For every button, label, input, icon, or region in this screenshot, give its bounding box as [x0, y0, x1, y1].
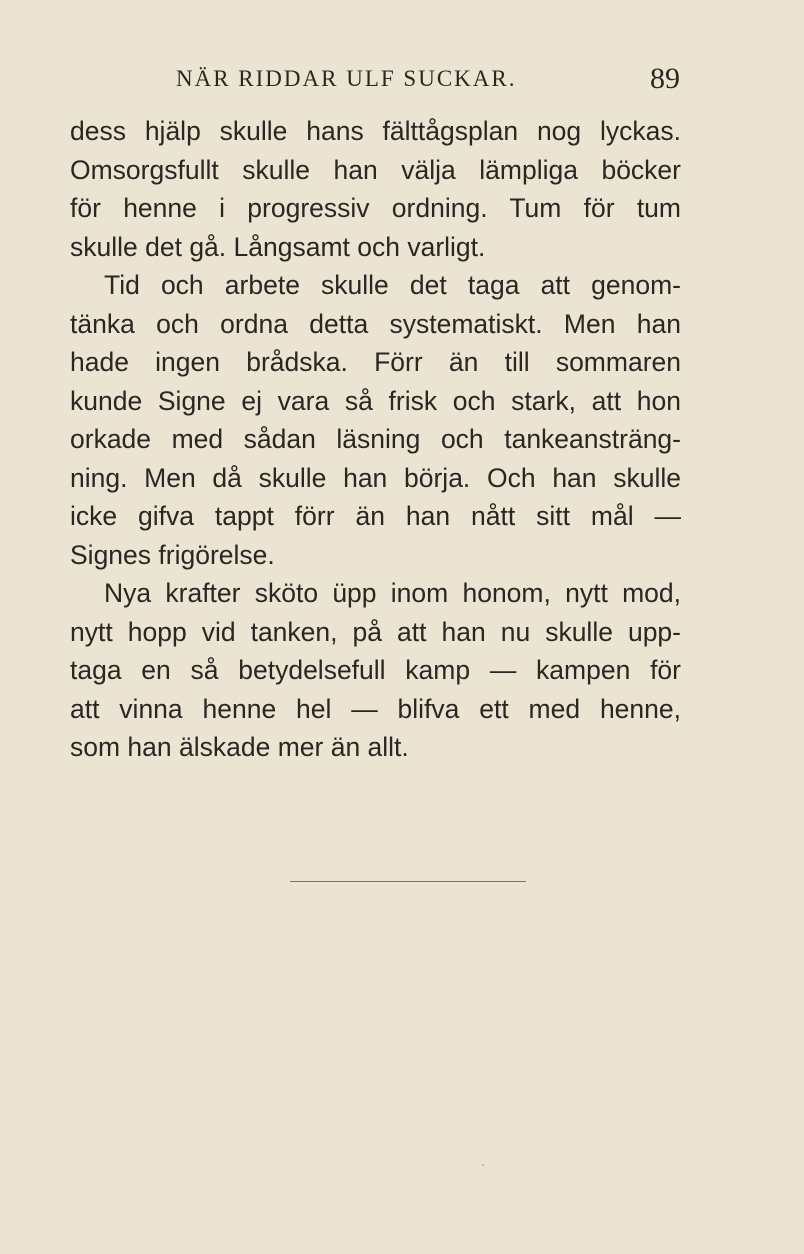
page-number: 89 [650, 62, 680, 95]
text-line: ning. Men då skulle han börja. Och han skulle [70, 462, 681, 493]
text-line: orkade med sådan läsning och tankeansträng- [70, 424, 681, 454]
body-text [70, 112, 681, 767]
paragraph-end-line: skulle det gå. Långsamt och varligt. [70, 231, 486, 262]
text-line: kunde Signe ej vara så frisk och stark, att hon [70, 385, 681, 416]
paragraph-end-line: som han älskade mer än allt. [70, 732, 409, 762]
paragraph-start-line: Tid och arbete skulle det taga att genom- [104, 270, 681, 300]
text-line: Omsorgsfullt skulle han välja lämpliga böcker [70, 154, 681, 185]
paragraph-start-line: Nya krafter sköto üpp inom honom, nytt mod, [104, 578, 681, 608]
section-end-rule [290, 881, 526, 882]
text-line: tänka och ordna detta systematiskt. Men han [70, 308, 681, 339]
paragraph-end-line: Signes frigörelse. [70, 539, 275, 570]
paper-speck [482, 1164, 484, 1166]
text-line: dess hjälp skulle hans fälttågsplan nog lyckas. [70, 116, 681, 146]
text-line: icke gifva tappt förr än han nått sitt mål — [70, 501, 681, 531]
text-line: taga en så betydelsefull kamp — kampen för [70, 655, 681, 685]
running-head [70, 64, 680, 94]
text-line: hade ingen brådska. Förr än till sommaren [70, 347, 681, 377]
running-head-title: NÄR RIDDAR ULF SUCKAR. [176, 66, 517, 91]
text-line: nytt hopp vid tanken, på att han nu skulle upp- [70, 616, 681, 647]
text-line: för henne i progressiv ordning. Tum för tum [70, 193, 681, 223]
text-line: att vinna henne hel — blifva ett med henne, [70, 693, 681, 724]
